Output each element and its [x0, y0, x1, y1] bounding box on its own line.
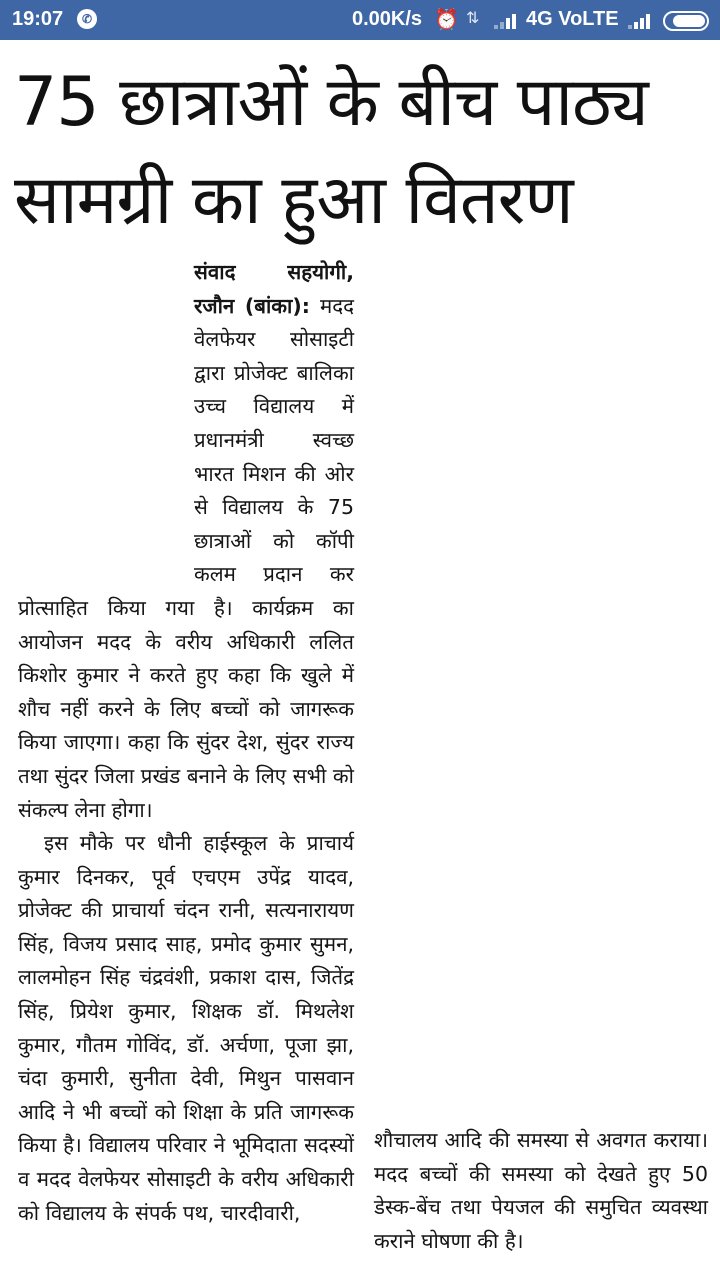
- lead-image-space: [18, 256, 194, 559]
- network-speed: 0.00K/s: [352, 8, 423, 30]
- status-time: 19:07: [12, 8, 64, 30]
- article-paragraph-3: शौचालय आदि की समस्या से अवगत कराया। मदद बच्चों की समस्या को देखते हुए 50 डेस्क-बेंच तथा पेयजल की समुचित व्यवस्था कराने घोषणा की है।: [374, 1128, 708, 1253]
- article-headline: [14, 54, 714, 250]
- signal-icon-sim2: [628, 13, 654, 29]
- paragraph-1-text: मदद वेलफेयर सोसाइटी द्वारा प्रोजेक्ट बालिका उच्च विद्यालय में प्रधानमंत्री स्वच्छ भारत मिशन की ओर से विद्यालय के 75 छात्राओं को कॉपी कलम प्रदान कर प्रोत्साहित किया गया है। कार्यक्रम का आयोजन मदद के वरीय अधिकारी ललित किशोर कुमार ने करते हुए कहा कि खुले में शौच नहीं करने के लिए बच्चों को जागरूक किया जाएगा। कहा कि सुंदर देश, सुंदर राज्य तथा सुंदर जिला प्रखंड बनाने के लिए सभी को संकल्प लेना होगा।: [18, 293, 354, 822]
- article-column-left: [18, 256, 354, 1230]
- whatsapp-icon: ✆: [77, 9, 97, 29]
- article-paragraph-2: इस मौके पर धौनी हाईस्कूल के प्राचार्य कुमार दिनकर, पूर्व एचएम उपेंद्र यादव, प्रोजेक्ट की प्राचार्या चंदन रानी, सत्यनारायण सिंह, विजय प्रसाद साह, प्रमोद कुमार सुमन, लालमोहन सिंह चंद्रवंशी, प्रकाश दास, जितेंद्र सिंह, प्रियेश कुमार, शिक्षक डॉ. मिथलेश कुमार, गौतम गोविंद, डॉ. अर्चणा, पूजा झा, चंदा कुमारी, सुनीता देवी, मिथुन पासवान आदि ने भी बच्चों को शिक्षा के प्रति जागरूक किया है। विद्यालय परिवार ने भूमिदाता सदस्यों व मदद वेलफेयर सोसाइटी के वरीय अधिकारी को विद्यालय के संपर्क पथ, चारदीवारी,: [18, 831, 354, 1225]
- alarm-icon: ⏰: [434, 9, 459, 31]
- headline-line-1: 75 छात्राओं के बीच पाठ्य: [14, 63, 648, 142]
- signal-icon-sim1: [494, 13, 520, 29]
- article-byline: संवाद सहयोगी, रजौन (बांका):: [194, 260, 354, 318]
- status-bar: [0, 0, 720, 40]
- article-column-right: [374, 1124, 708, 1258]
- network-type: 4G VoLTE: [526, 8, 619, 30]
- headline-line-2: सामग्री का हुआ वितरण: [14, 161, 573, 240]
- article-paragraph-1: [18, 256, 354, 827]
- data-arrows-icon: ⇅: [466, 10, 480, 27]
- battery-icon: [663, 11, 709, 31]
